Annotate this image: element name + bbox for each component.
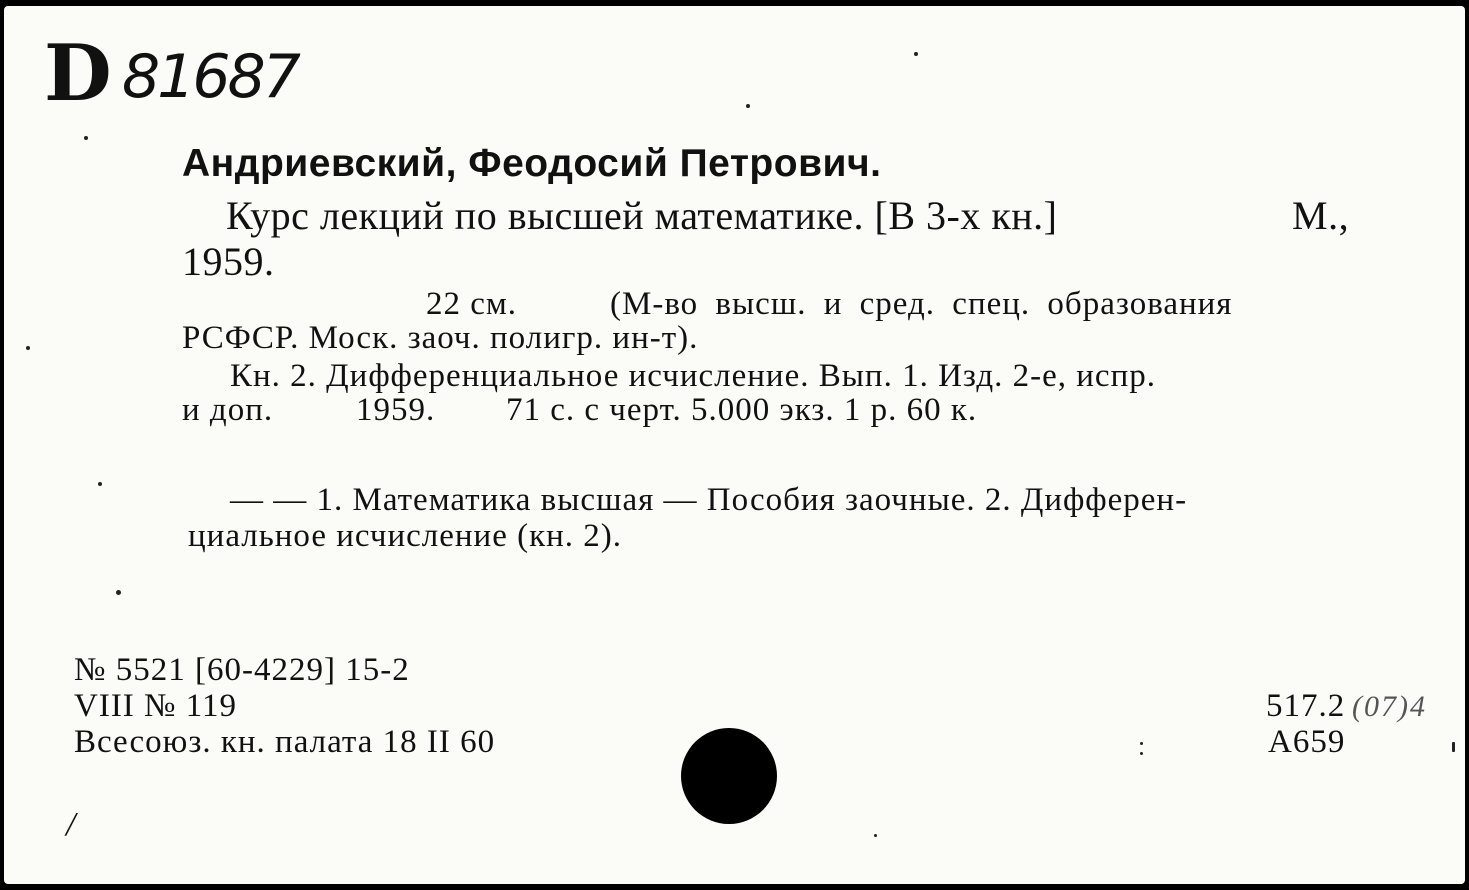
- imprint-number: № 5521 [60-4229] 15-2: [74, 652, 410, 688]
- call-number: 81687: [122, 42, 298, 112]
- speck: [116, 590, 121, 595]
- speck: [98, 482, 102, 486]
- author-heading: Андриевский, Феодосий Петрович.: [182, 142, 882, 185]
- speck: [1140, 752, 1143, 755]
- imprint-chamber: Всесоюз. кн. палата 18 II 60: [74, 724, 496, 760]
- call-letter: D: [44, 28, 110, 119]
- speck: [746, 104, 750, 108]
- speck: [84, 136, 88, 140]
- speck: [26, 346, 30, 350]
- class-handwritten: (07)4: [1352, 690, 1427, 723]
- subject-line-2: циальное исчисление (кн. 2).: [188, 518, 623, 554]
- series-text-2: РСФСР. Моск. заоч. полигр. ин-т).: [182, 320, 699, 356]
- title-place: М.,: [1292, 193, 1350, 238]
- title-line: Курс лекций по высшей математике. [В 3-х кн.]: [226, 193, 1058, 238]
- series-size: 22 см.: [426, 286, 518, 322]
- cutter-number: А659: [1268, 724, 1346, 760]
- volume-line: Кн. 2. Дифференциальное исчисление. Вып. 1. Изд. 2-е, испр.: [230, 358, 1156, 394]
- speck: [874, 834, 877, 837]
- speck: [914, 52, 918, 56]
- volume-extent: 71 с. с черт. 5.000 экз. 1 р. 60 к.: [506, 392, 978, 428]
- class-number: 517.2: [1266, 688, 1346, 724]
- punch-hole: [681, 728, 777, 824]
- subject-line: — — 1. Математика высшая — Пособия заочные. 2. Дифферен-: [230, 482, 1188, 518]
- volume-year: 1959.: [356, 392, 436, 428]
- volume-addition: и доп.: [182, 392, 274, 428]
- title-year: 1959.: [182, 239, 275, 284]
- catalog-card: [4, 6, 1465, 884]
- speck: [1452, 742, 1455, 752]
- handwritten-mark: /: [66, 806, 76, 843]
- series-text: (М-во высш. и сред. спец. образования: [610, 286, 1233, 322]
- speck: [1140, 742, 1143, 745]
- imprint-volume: VIII № 119: [74, 688, 238, 724]
